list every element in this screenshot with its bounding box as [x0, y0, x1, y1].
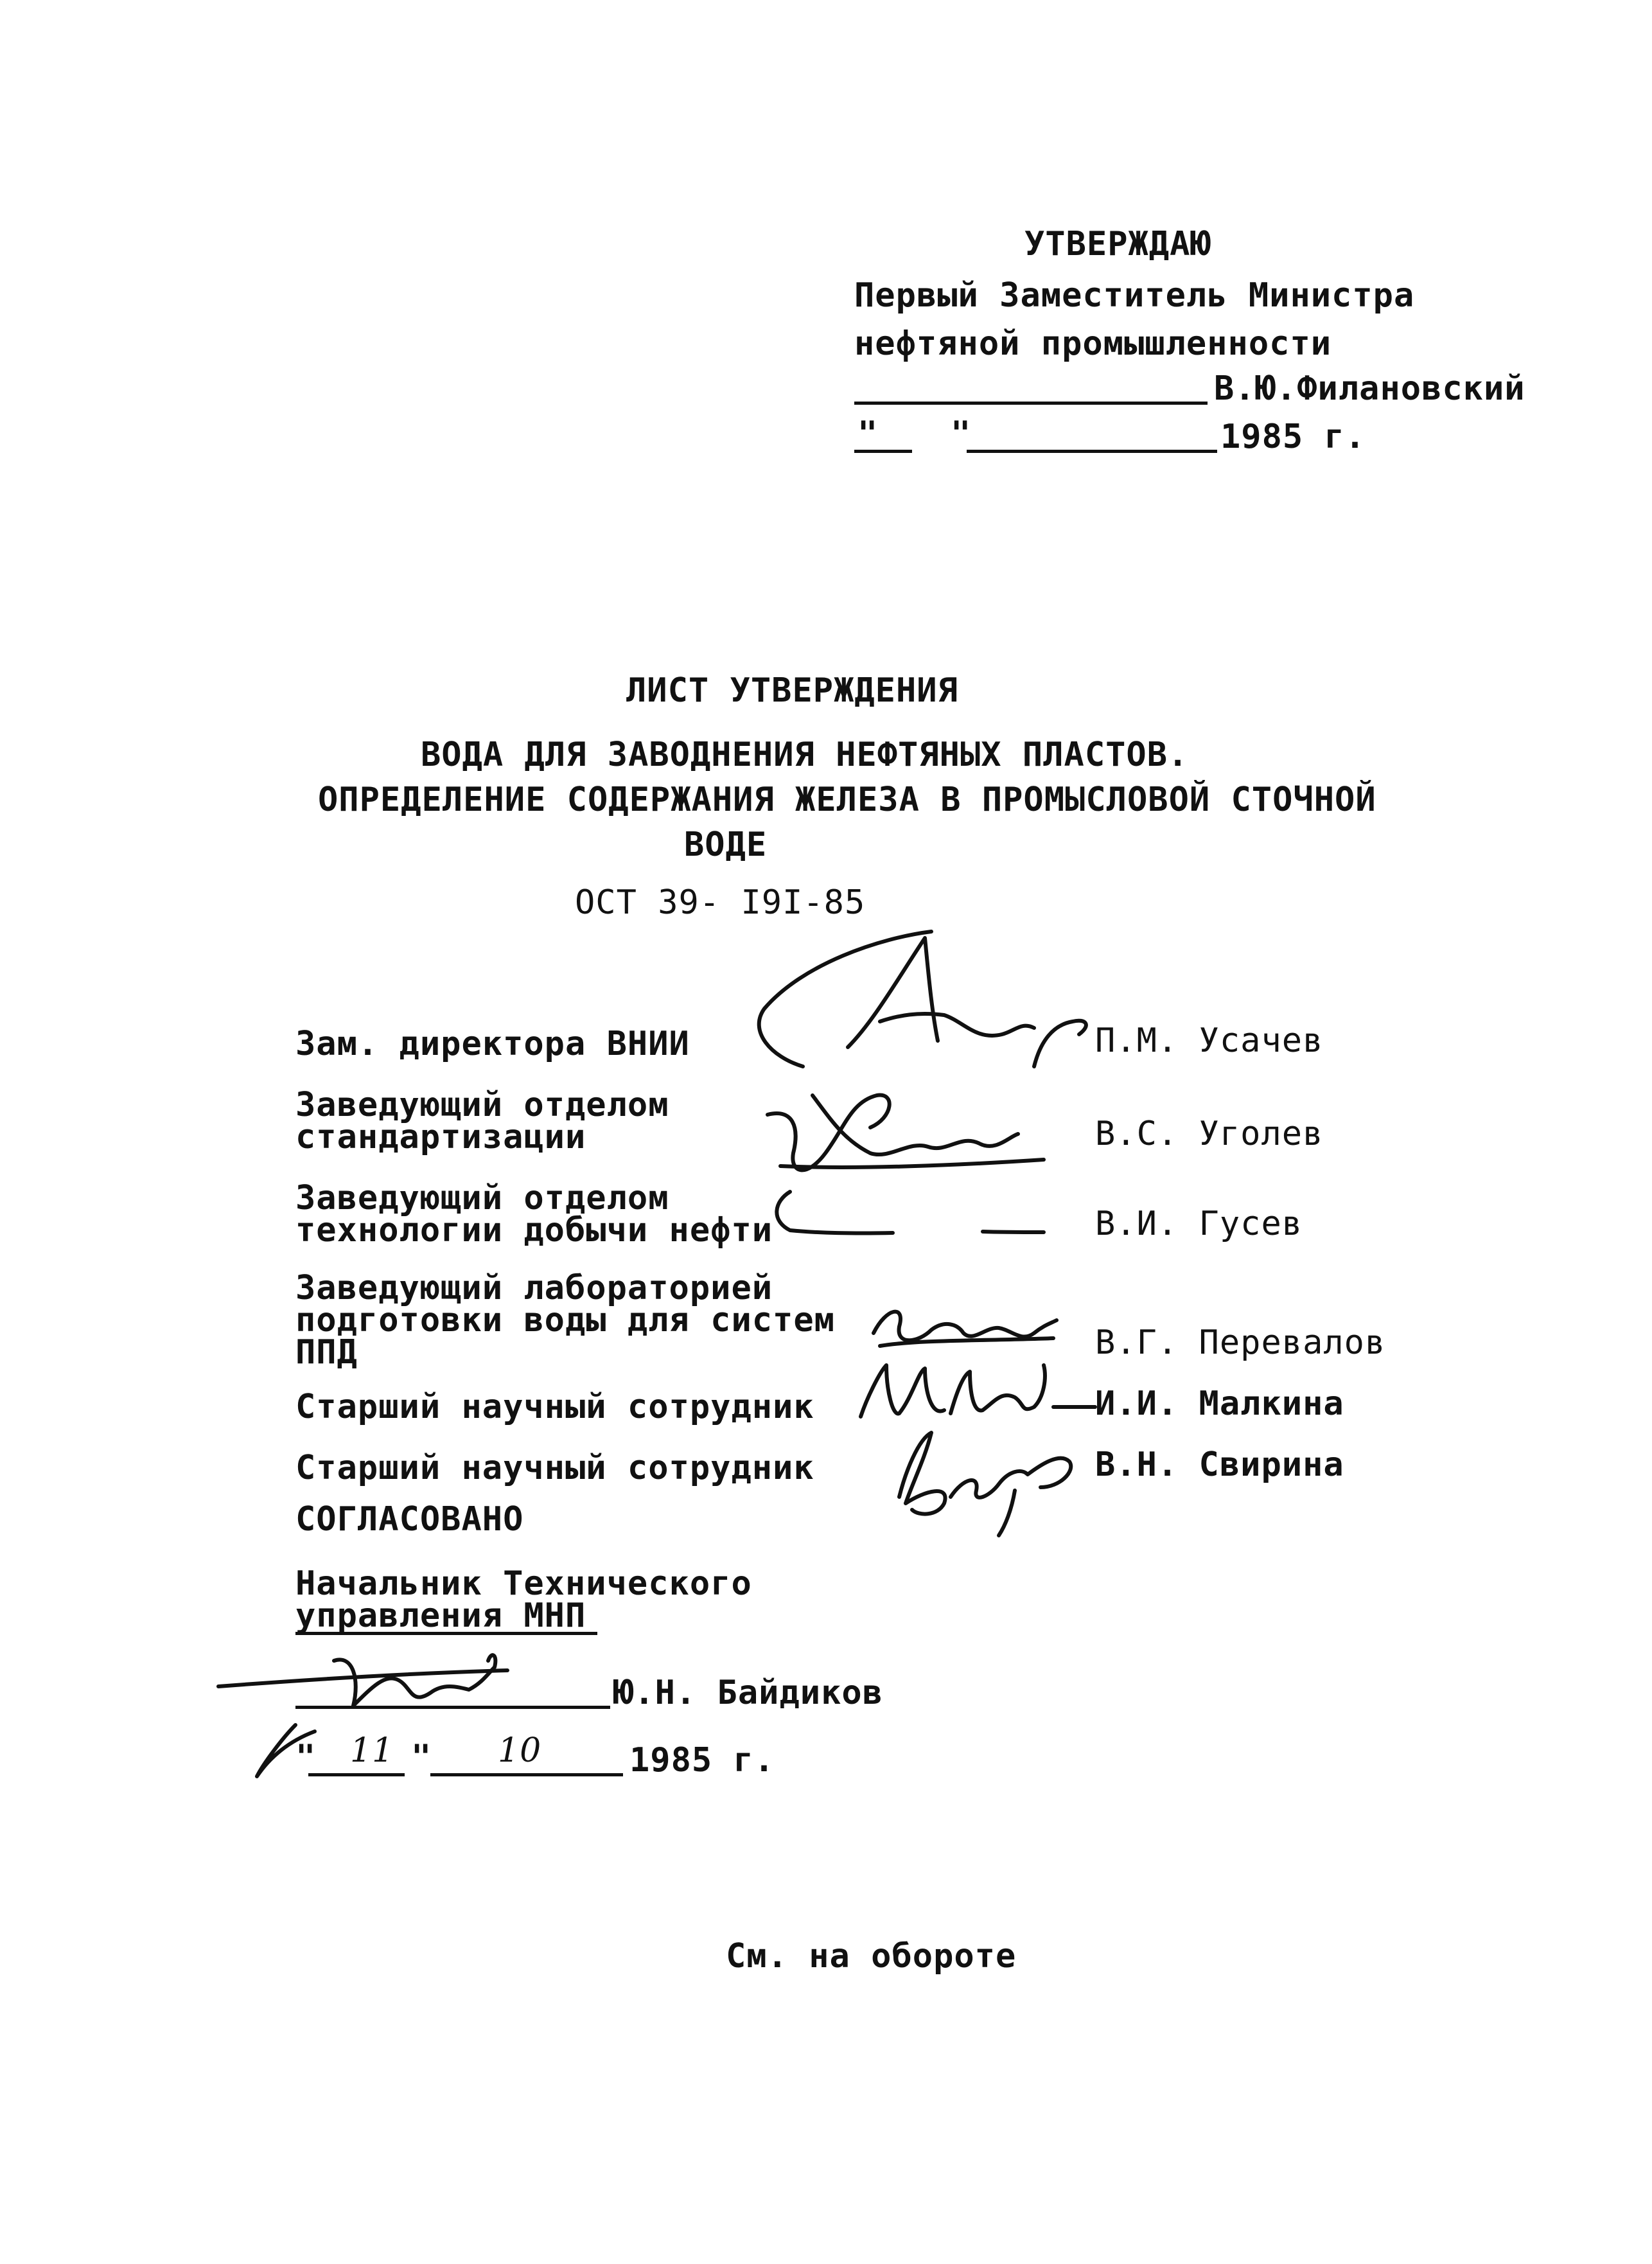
signature-gusev [764, 1185, 1060, 1243]
document-title-line1: ВОДА ДЛЯ ЗАВОДНЕНИЯ НЕФТЯНЫХ ПЛАСТОВ. [421, 736, 1189, 774]
document-title-line2: ОПРЕДЕЛЕНИЕ СОДЕРЖАНИЯ ЖЕЛЕЗА В ПРОМЫСЛОВОЙ СТОЧНОЙ [318, 781, 1376, 819]
agreed-position-line1: Начальник Технического [295, 1564, 752, 1603]
approval-date-quote-close: " [951, 414, 972, 453]
signer-position: стандартизации [295, 1118, 586, 1156]
signer-position: ППД [295, 1333, 358, 1372]
approval-date-month-line [967, 450, 1217, 453]
agreed-date-quote-open: " [295, 1738, 317, 1776]
standard-number: ОСТ 39- I9I-85 [575, 883, 866, 922]
agreed-date-year: 1985 г. [629, 1741, 775, 1780]
approval-position-line2: нефтяной промышленности [854, 324, 1332, 363]
signer-position: Заведующий отделом [295, 1179, 669, 1217]
signature-usachev [751, 919, 1111, 1086]
approval-date-year: 1985 г. [1220, 418, 1366, 456]
signer-position: технологии добычи нефти [295, 1211, 773, 1250]
signer-name: И.И. Малкина [1095, 1384, 1344, 1423]
signer-name: В.Н. Свирина [1095, 1446, 1344, 1484]
agreed-date-quote-close: " [411, 1738, 432, 1776]
signer-position: Зам. директора ВНИИ [295, 1025, 690, 1063]
agreed-signatory: Ю.Н. Байдиков [613, 1674, 883, 1712]
agreed-position-line2: управления МНП [295, 1596, 586, 1635]
agreed-date-month: 10 [498, 1731, 542, 1770]
agreed-date-day: 11 [350, 1731, 394, 1770]
signer-position: Старший научный сотрудник [295, 1449, 814, 1487]
approval-date-day-line [854, 450, 912, 453]
approval-signatory: В.Ю.Филановский [1214, 369, 1525, 408]
agreed-signature-line [295, 1706, 610, 1709]
signer-name: В.Г. Перевалов [1095, 1323, 1386, 1362]
signer-position: Заведующий отделом [295, 1086, 669, 1124]
signer-name: П.М. Усачев [1095, 1021, 1324, 1060]
signer-name: В.С. Уголев [1095, 1115, 1324, 1153]
signer-position: Старший научный сотрудник [295, 1388, 814, 1426]
signer-position: Заведующий лабораторией [295, 1269, 773, 1307]
agreed-date-month-line [430, 1773, 623, 1776]
signer-position: подготовки воды для систем [295, 1301, 835, 1340]
agreed-heading: СОГЛАСОВАНО [295, 1500, 524, 1539]
agreed-position-underline [295, 1632, 597, 1635]
signer-name: В.И. Гусев [1095, 1205, 1303, 1243]
document-title-line3: ВОДЕ [684, 826, 768, 864]
agreed-date-day-line [308, 1773, 405, 1776]
reverse-side-note: См. на обороте [726, 1937, 1017, 1976]
signature-ugolev [755, 1070, 1050, 1192]
approval-position-line1: Первый Заместитель Министра [854, 276, 1415, 315]
approval-date-quote-open: " [857, 414, 879, 453]
approval-heading: УТВЕРЖДАЮ [1024, 225, 1211, 263]
approval-signature-line [854, 402, 1208, 405]
sheet-title: ЛИСТ УТВЕРЖДЕНИЯ [626, 671, 958, 710]
signature-svirina [867, 1413, 1085, 1542]
